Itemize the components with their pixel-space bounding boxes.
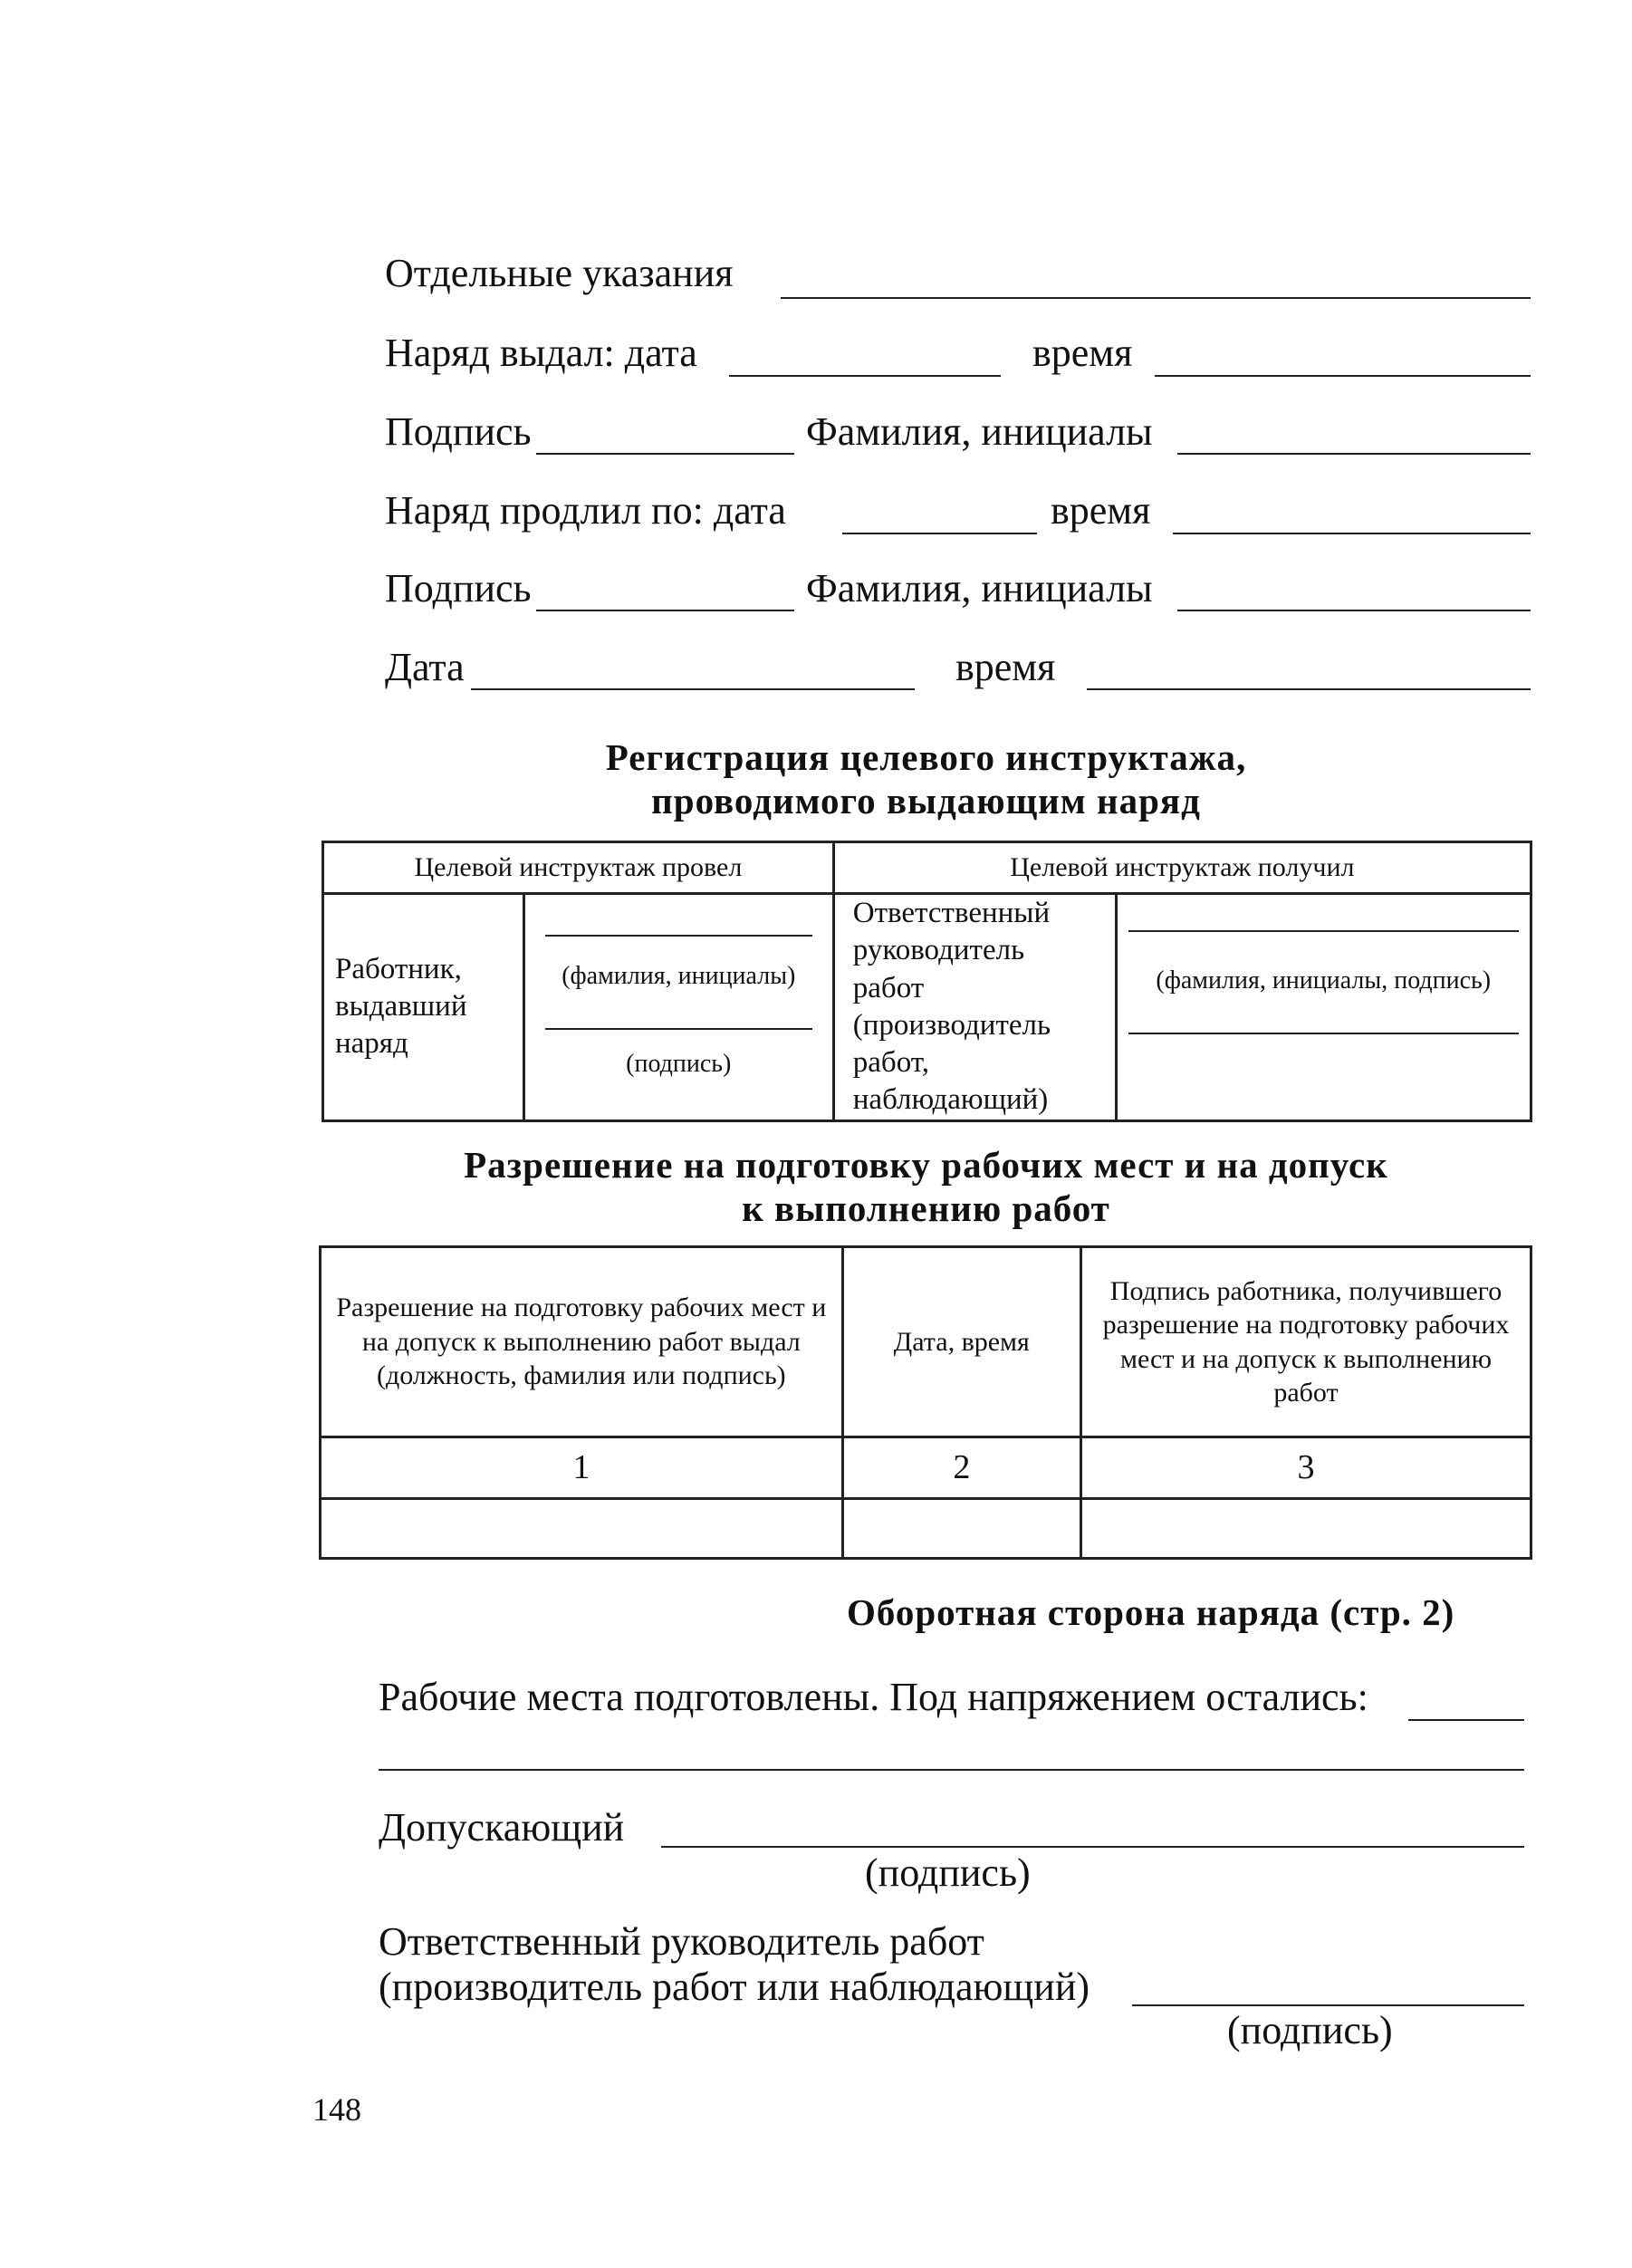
section-2-title-line2: к выполнению работ bbox=[742, 1187, 1110, 1230]
responsible-signature-line[interactable] bbox=[1128, 1033, 1519, 1034]
responsible-inputs-cell bbox=[1116, 894, 1531, 1121]
column-number-3: 3 bbox=[1081, 1437, 1531, 1499]
admitting-label: Допускающий bbox=[379, 1805, 625, 1850]
special-instructions-field[interactable] bbox=[781, 297, 1531, 299]
issued-date-label: Наряд выдал: дата bbox=[385, 331, 697, 375]
extended-time-label: время bbox=[1051, 488, 1151, 533]
signature-1-field[interactable] bbox=[536, 453, 794, 455]
issued-time-label: время bbox=[1032, 331, 1133, 375]
permission-table bbox=[319, 1245, 1532, 1560]
date-field[interactable] bbox=[471, 688, 915, 690]
issued-time-field[interactable] bbox=[1155, 375, 1531, 377]
issuer-signature-caption: (подпись) bbox=[626, 1049, 732, 1078]
column-number-2: 2 bbox=[842, 1437, 1080, 1499]
issuer-role-cell: Работник, выдавший наряд bbox=[323, 894, 524, 1121]
conducted-header: Целевой инструктаж провел bbox=[323, 842, 834, 894]
time-field[interactable] bbox=[1087, 688, 1531, 690]
recipient-signature-header: Подпись работника, получившего разрешение на подготовку рабочих мест и на допуск к выполнению работ bbox=[1081, 1247, 1531, 1437]
section-1-title-line1: Регистрация целевого инструктажа, bbox=[605, 736, 1247, 778]
energized-field-inline[interactable] bbox=[1408, 1719, 1524, 1721]
name-2-field[interactable] bbox=[1177, 610, 1531, 611]
issuer-signature-line[interactable] bbox=[545, 1028, 812, 1030]
name-1-label: Фамилия, инициалы bbox=[806, 409, 1153, 454]
extended-date-field[interactable] bbox=[842, 533, 1037, 534]
responsible-label-line1: Ответственный руководитель работ bbox=[379, 1919, 984, 1964]
permission-issuer-header: Разрешение на подготовку рабочих мест и на допуск к выполнению работ выдал (должность, фамилия или подпись) bbox=[321, 1247, 843, 1437]
issuer-name-line[interactable] bbox=[545, 935, 812, 937]
responsible-label-line2: (производитель работ или наблюдающий) bbox=[379, 1965, 1090, 2009]
page-number: 148 bbox=[312, 2091, 361, 2128]
issuer-inputs-cell bbox=[523, 894, 833, 1121]
instruction-table bbox=[322, 841, 1532, 1122]
name-2-label: Фамилия, инициалы bbox=[806, 566, 1153, 610]
signature-1-label: Подпись bbox=[385, 409, 532, 454]
extended-time-field[interactable] bbox=[1173, 533, 1531, 534]
responsible-name-line[interactable] bbox=[1128, 930, 1519, 932]
section-1-title bbox=[322, 735, 1531, 823]
section-1-title-line2: проводимого выдающим наряд bbox=[651, 780, 1201, 822]
column-number-1: 1 bbox=[321, 1437, 843, 1499]
reverse-title: Оборотная сторона наряда (стр. 2) bbox=[847, 1591, 1455, 1633]
date-time-header: Дата, время bbox=[842, 1247, 1080, 1437]
responsible-role-cell: Ответственный руководитель работ (производитель работ, наблюдающий) bbox=[833, 894, 1116, 1121]
name-1-field[interactable] bbox=[1177, 453, 1531, 455]
recipient-signature-cell[interactable] bbox=[1081, 1499, 1531, 1559]
admitting-caption: (подпись) bbox=[865, 1850, 1031, 1895]
time-label: время bbox=[955, 645, 1056, 689]
section-2-title bbox=[322, 1143, 1531, 1231]
issued-date-field[interactable] bbox=[729, 375, 1001, 377]
responsible-caption: (фамилия, инициалы, подпись) bbox=[1156, 966, 1492, 995]
energized-field[interactable] bbox=[379, 1769, 1524, 1771]
received-header: Целевой инструктаж получил bbox=[833, 842, 1531, 894]
date-time-cell[interactable] bbox=[842, 1499, 1080, 1559]
date-label: Дата bbox=[385, 645, 465, 689]
responsible-signature-field[interactable] bbox=[1132, 2004, 1524, 2006]
responsible-caption: (подпись) bbox=[1227, 2008, 1393, 2052]
workplaces-label: Рабочие места подготовлены. Под напряжением остались: bbox=[379, 1675, 1368, 1719]
admitting-signature-field[interactable] bbox=[661, 1846, 1524, 1848]
issuer-name-caption: (фамилия, инициалы) bbox=[562, 961, 796, 990]
permission-issuer-cell[interactable] bbox=[321, 1499, 843, 1559]
section-2-title-line1: Разрешение на подготовку рабочих мест и на допуск bbox=[464, 1144, 1388, 1186]
signature-2-field[interactable] bbox=[536, 610, 794, 611]
extended-date-label: Наряд продлил по: дата bbox=[385, 488, 786, 533]
special-instructions-label: Отдельные указания bbox=[385, 251, 734, 295]
signature-2-label: Подпись bbox=[385, 566, 532, 610]
